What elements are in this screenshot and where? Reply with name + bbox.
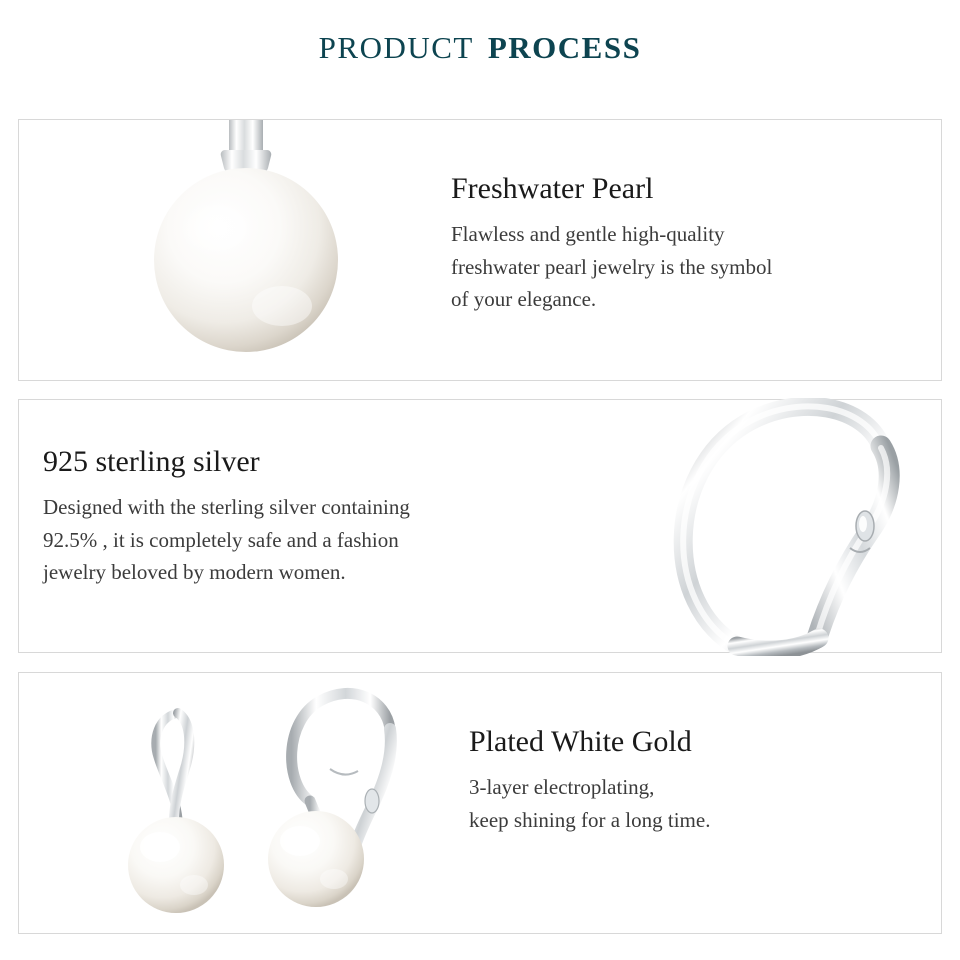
page-title-bold: PROCESS bbox=[487, 30, 642, 65]
silver-hoop-clasp-image bbox=[619, 398, 929, 656]
pearl-earrings-pair-image bbox=[94, 673, 434, 933]
panel-1-desc-line: freshwater pearl jewelry is the symbol bbox=[451, 254, 773, 279]
panel-2-description bbox=[43, 491, 410, 589]
panel-2-desc-line: jewelry beloved by modern women. bbox=[43, 560, 346, 585]
page-title bbox=[0, 30, 960, 66]
panel-2-text bbox=[43, 445, 410, 589]
page-title-light: PRODUCT bbox=[318, 30, 474, 65]
panel-plated-white-gold bbox=[18, 672, 942, 934]
panel-2-desc-line: Designed with the sterling silver containing bbox=[43, 495, 410, 519]
panel-3-desc-line: 3-layer electroplating, bbox=[469, 775, 655, 799]
panel-1-title: Freshwater Pearl bbox=[451, 172, 654, 205]
panel-1-text bbox=[451, 172, 772, 316]
panel-2-desc-line: 92.5% , it is completely safe and a fashion bbox=[43, 527, 399, 552]
panel-3-description bbox=[469, 771, 710, 836]
panel-freshwater-pearl bbox=[18, 119, 942, 381]
panel-2-title: 925 sterling silver bbox=[43, 445, 260, 478]
panel-3-desc-line: keep shining for a long time. bbox=[469, 807, 711, 832]
panel-1-description bbox=[451, 218, 772, 316]
panel-3-title: Plated White Gold bbox=[469, 725, 692, 758]
pearl-pendant-image bbox=[119, 120, 409, 380]
panel-3-text bbox=[469, 725, 710, 836]
panel-1-desc-line: Flawless and gentle high-quality bbox=[451, 222, 725, 246]
panel-sterling-silver bbox=[18, 399, 942, 653]
panel-1-desc-line: of your elegance. bbox=[451, 287, 597, 312]
